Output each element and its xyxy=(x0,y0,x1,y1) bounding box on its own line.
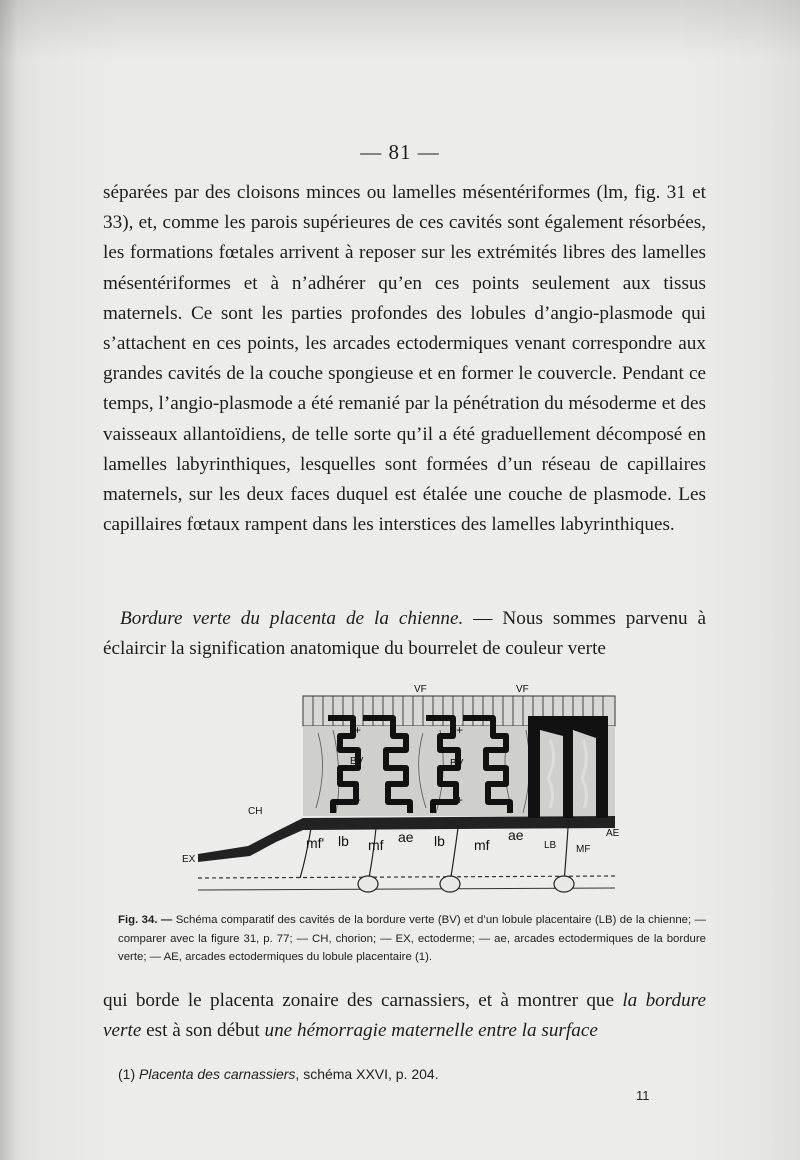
page-number: — 81 — xyxy=(360,140,440,164)
plus-mark-2: + xyxy=(456,723,464,737)
paragraph-1 xyxy=(103,178,706,540)
label-lb-2: lb xyxy=(434,833,445,849)
scan-edge-shadow xyxy=(0,0,18,1160)
label-ae-2: ae xyxy=(508,827,524,843)
base-line xyxy=(198,888,615,890)
footnote-number: (1) xyxy=(118,1066,139,1082)
paragraph-3 xyxy=(103,986,706,1046)
label-vf-2: VF xyxy=(516,684,529,695)
section-heading: Bordure verte du placenta de la chienne. xyxy=(120,608,464,629)
label-vf-1: VF xyxy=(414,684,427,695)
label-lb-3: LB xyxy=(544,840,557,851)
paragraph-2-rest: — Nous sommes parvenu à éclaircir la signification anatomique du bourrelet de couleur verte xyxy=(103,608,707,660)
caption-text: Schéma comparatif des cavités de la bordure verte (BV) et d’un lobule placentaire (LB) de la chienne; — comparer avec la figure 31, p. 77; — CH, chorion; — EX, ectoderme; — ae, arcades ectodermiques de la bordure verte; — AE, arcades ectodermiques du lobule placentaire (1). xyxy=(118,914,706,963)
label-ch: CH xyxy=(248,806,263,817)
label-lb-1: lb xyxy=(338,833,349,849)
lower-boundary xyxy=(198,876,615,878)
scan-shadow xyxy=(0,0,800,60)
plus-mark-3: + xyxy=(354,793,362,807)
paragraph-3-italic-1: la bordure verte xyxy=(103,990,706,1042)
paragraph-1-text: séparées par des cloisons minces ou lamelles mésentériformes (lm, fig. 31 et 33), et, comme les parois supérieures de ces cavités sont également résorbées, les formations fœtales arrivent à reposer sur les extrémités libres des lamelles mésentériformes et à n’adhérer qu’en ces points seulement aux tissus maternels. Ce sont les parties profondes des lobules d’angio-plasmode qui s’attachent en ces points, les arcades ectodermiques venant correspondre aux grandes cavités de la couche spongieuse et en former le couvercle. Pendant ce temps, l’angio-plasmode a été remanié par la pénétration du mésoderme et des vaisseaux allantoïdiens, de telle sorte qu’il a été graduellement décomposé en lamelles labyrinthiques, lesquelles sont formées d’un réseau de capillaires maternels, sur les deux faces duquel est étalée une couche de plasmode. Les capillaires fœtaux rampent dans les interstices des lamelles labyrinthiques. xyxy=(103,182,706,536)
label-mf-1: mf xyxy=(368,837,384,853)
paragraph-2 xyxy=(103,604,706,664)
plus-mark-4: + xyxy=(456,793,464,807)
label-mf-prime: mf' xyxy=(306,835,325,851)
label-ae-1: ae xyxy=(398,829,414,845)
paragraph-2-text xyxy=(103,604,706,664)
paragraph-3-start: qui borde le placenta zonaire des carnassiers, et à montrer que xyxy=(103,990,623,1011)
figure-34-diagram xyxy=(178,678,618,908)
footnote xyxy=(118,1066,439,1082)
figure-caption xyxy=(118,911,706,967)
paragraph-3-italic-2: une hémorragie maternelle entre la surface xyxy=(264,1020,598,1042)
label-bv-2: BV xyxy=(450,758,464,769)
placental-lobule xyxy=(528,716,608,818)
label-ae-upper: AE xyxy=(606,828,620,839)
paragraph-3-mid: est à son début xyxy=(141,1020,265,1042)
label-mf-3: MF xyxy=(576,844,591,855)
caption-label: Fig. 34. — xyxy=(118,914,173,926)
label-mf-2: mf xyxy=(474,837,490,853)
label-ex: EX xyxy=(182,854,196,865)
paragraph-3-text xyxy=(103,986,706,1046)
label-bv-1: BV xyxy=(350,756,364,767)
footnote-title: Placenta des carnassiers xyxy=(139,1066,296,1082)
footnote-rest: , schéma XXVI, p. 204. xyxy=(295,1066,439,1082)
printer-signature: 11 xyxy=(636,1088,650,1103)
plus-mark-1: + xyxy=(354,723,362,737)
